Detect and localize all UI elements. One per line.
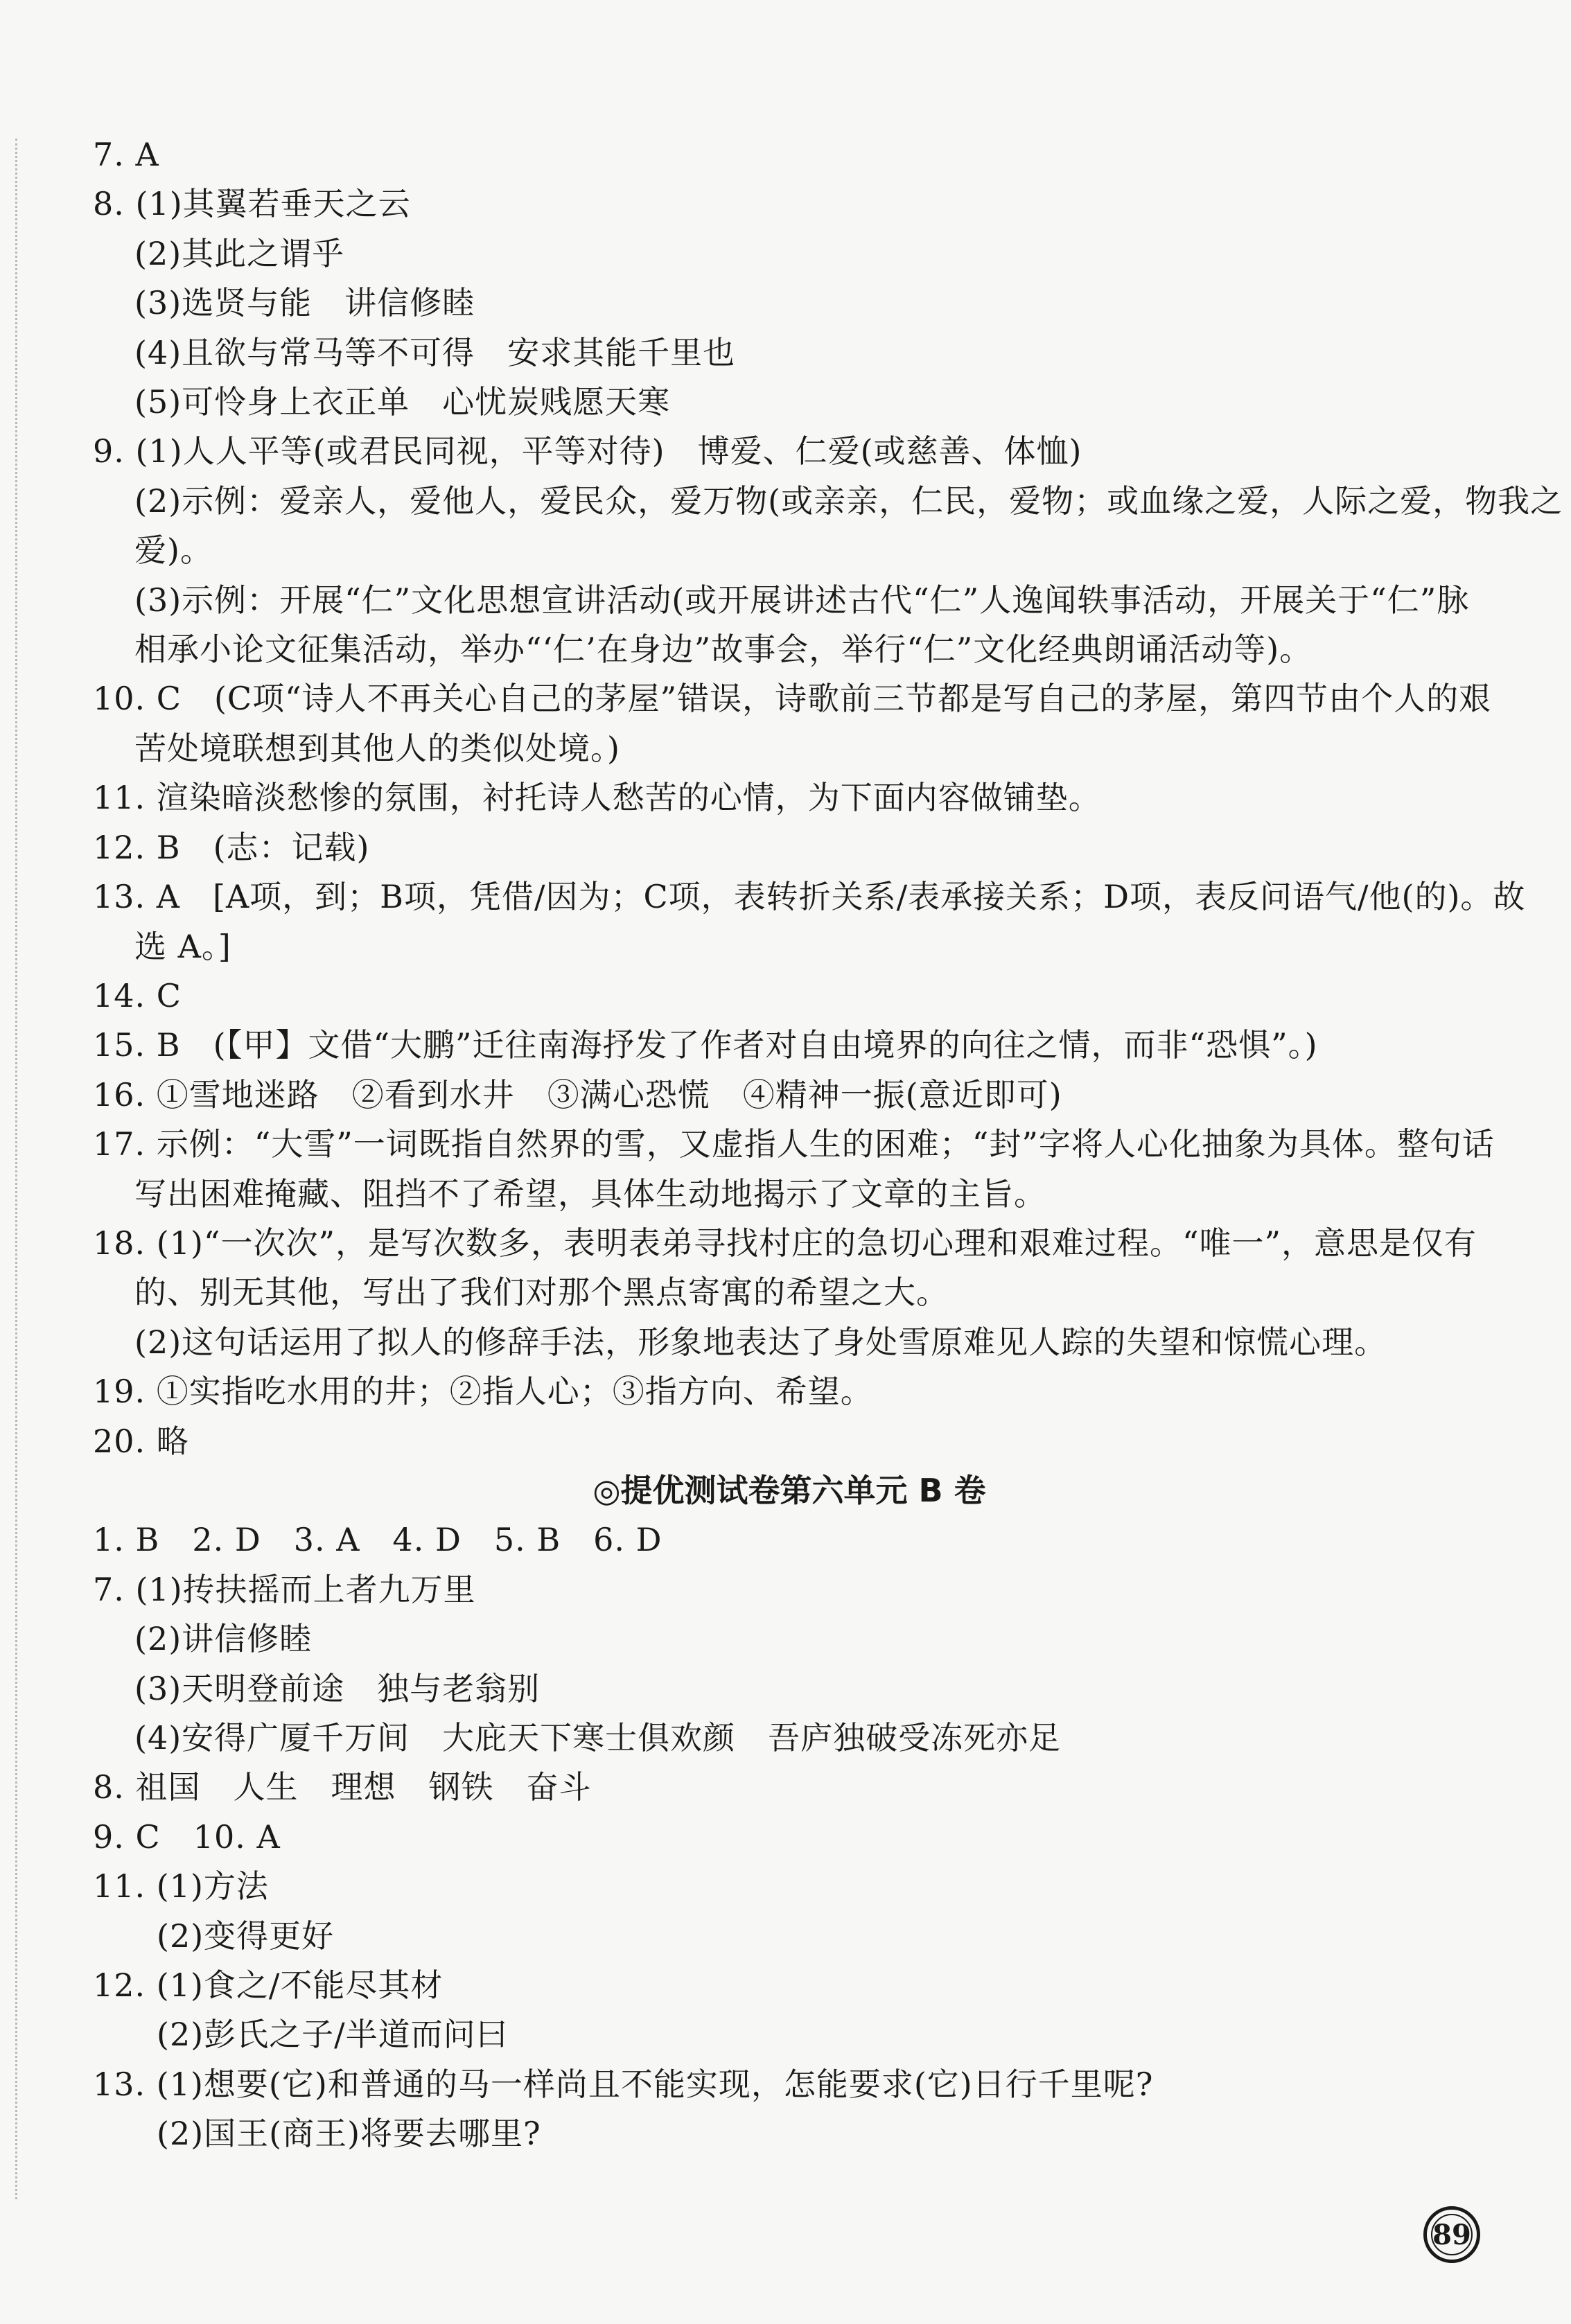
answer-line: (2)示例：爱亲人，爱他人，爱民众，爱万物(或亲亲，仁民，爱物；或血缘之爱，人际之爱，物我之 xyxy=(134,482,1563,520)
answer-line: 9. C 10. A xyxy=(93,1817,281,1856)
answer-line: 17. 示例：“大雪”一词既指自然界的雪，又虚指人生的困难；“封”字将人心化抽象为具体。整句话 xyxy=(93,1125,1495,1163)
answer-line: (2)变得更好 xyxy=(157,1917,335,1955)
answer-line: (3)选贤与能 讲信修睦 xyxy=(134,284,475,322)
page-binding-edge xyxy=(15,139,17,2199)
answer-line: (3)示例：开展“仁”文化思想宣讲活动(或开展讲述古代“仁”人逸闻轶事活动，开展关于“仁”脉 xyxy=(134,581,1470,619)
answer-line: 13. A [A项，到；B项，凭借/因为；C项，表转折关系/表承接关系；D项，表反问语气/他(的)。故 xyxy=(93,878,1526,916)
answer-line: 13. (1)想要(它)和普通的马一样尚且不能实现，怎能要求(它)日行千里呢? xyxy=(93,2065,1154,2103)
answer-line: 11. 渲染暗淡愁惨的氛围，衬托诗人愁苦的心情，为下面内容做铺垫。 xyxy=(93,779,1101,817)
page-number-badge xyxy=(1423,2206,1480,2263)
answer-line: 苦处境联想到其他人的类似处境。) xyxy=(134,729,620,767)
answer-line: 写出困难掩藏、阻挡不了希望，具体生动地揭示了文章的主旨。 xyxy=(134,1174,1046,1213)
answer-line: 8. 祖国 人生 理想 钢铁 奋斗 xyxy=(93,1768,592,1806)
answer-line: 11. (1)方法 xyxy=(93,1867,269,1905)
page-number: 89 xyxy=(1432,2218,1471,2251)
answer-line: 12. B (志：记载) xyxy=(93,828,370,866)
answer-line: 14. C xyxy=(93,976,182,1014)
answer-line: 选 A。] xyxy=(134,927,231,965)
answer-line: (2)国王(商王)将要去哪里? xyxy=(157,2115,541,2153)
answer-line: 7. A xyxy=(93,136,159,173)
answer-line: (2)其此之谓乎 xyxy=(134,234,345,272)
answer-line: (2)彭氏之子/半道而问曰 xyxy=(157,2016,509,2054)
answer-line: 18. (1)“一次次”，是写次数多，表明表弟寻找村庄的急切心理和艰难过程。“唯一”，意思是仅有 xyxy=(93,1224,1477,1262)
answer-line: (4)且欲与常马等不可得 安求其能千里也 xyxy=(134,333,736,371)
answer-line: 20. 略 xyxy=(93,1422,189,1460)
answer-line: 的、别无其他，写出了我们对那个黑点寄寓的希望之大。 xyxy=(134,1274,949,1312)
answer-line: 爱)。 xyxy=(134,531,213,570)
answer-key-body xyxy=(93,130,1563,2159)
answer-line: (2)这句话运用了拟人的修辞手法，形象地表达了身处雪原难见人踪的失望和惊慌心理。 xyxy=(134,1323,1387,1361)
answer-line: 7. (1)抟扶摇而上者九万里 xyxy=(93,1570,476,1608)
section-title: ◎提优测试卷第六单元 B 卷 xyxy=(593,1471,986,1509)
answer-line: 相承小论文征集活动，举办“‘仁’在身边”故事会，举行“仁”文化经典朗诵活动等)。 xyxy=(134,631,1313,669)
answer-line: 8. (1)其翼若垂天之云 xyxy=(93,185,411,223)
answer-line: 12. (1)食之/不能尽其材 xyxy=(93,1966,444,2005)
answer-line: (2)讲信修睦 xyxy=(134,1620,313,1658)
answer-line: (4)安得广厦千万间 大庇天下寒士俱欢颜 吾庐独破受冻死亦足 xyxy=(134,1719,1062,1757)
answer-line: 1. B 2. D 3. A 4. D 5. B 6. D xyxy=(93,1521,662,1559)
answer-line: 19. ①实指吃水用的井；②指人心；③指方向、希望。 xyxy=(93,1373,873,1411)
answer-line: 16. ①雪地迷路 ②看到水井 ③满心恐慌 ④精神一振(意近即可) xyxy=(93,1075,1062,1113)
answer-line: (5)可怜身上衣正单 心忧炭贱愿天寒 xyxy=(134,383,671,421)
answer-line: (3)天明登前途 独与老翁别 xyxy=(134,1669,541,1707)
answer-line: 10. C (C项“诗人不再关心自己的茅屋”错误，诗歌前三节都是写自己的茅屋，第四节由个人的艰 xyxy=(93,680,1492,718)
answer-line: 9. (1)人人平等(或君民同视，平等对待) 博爱、仁爱(或慈善、体恤) xyxy=(93,432,1082,470)
answer-line: 15. B (【甲】文借“大鹏”迁往南海抒发了作者对自由境界的向往之情，而非“恐惧”。) xyxy=(93,1026,1318,1064)
